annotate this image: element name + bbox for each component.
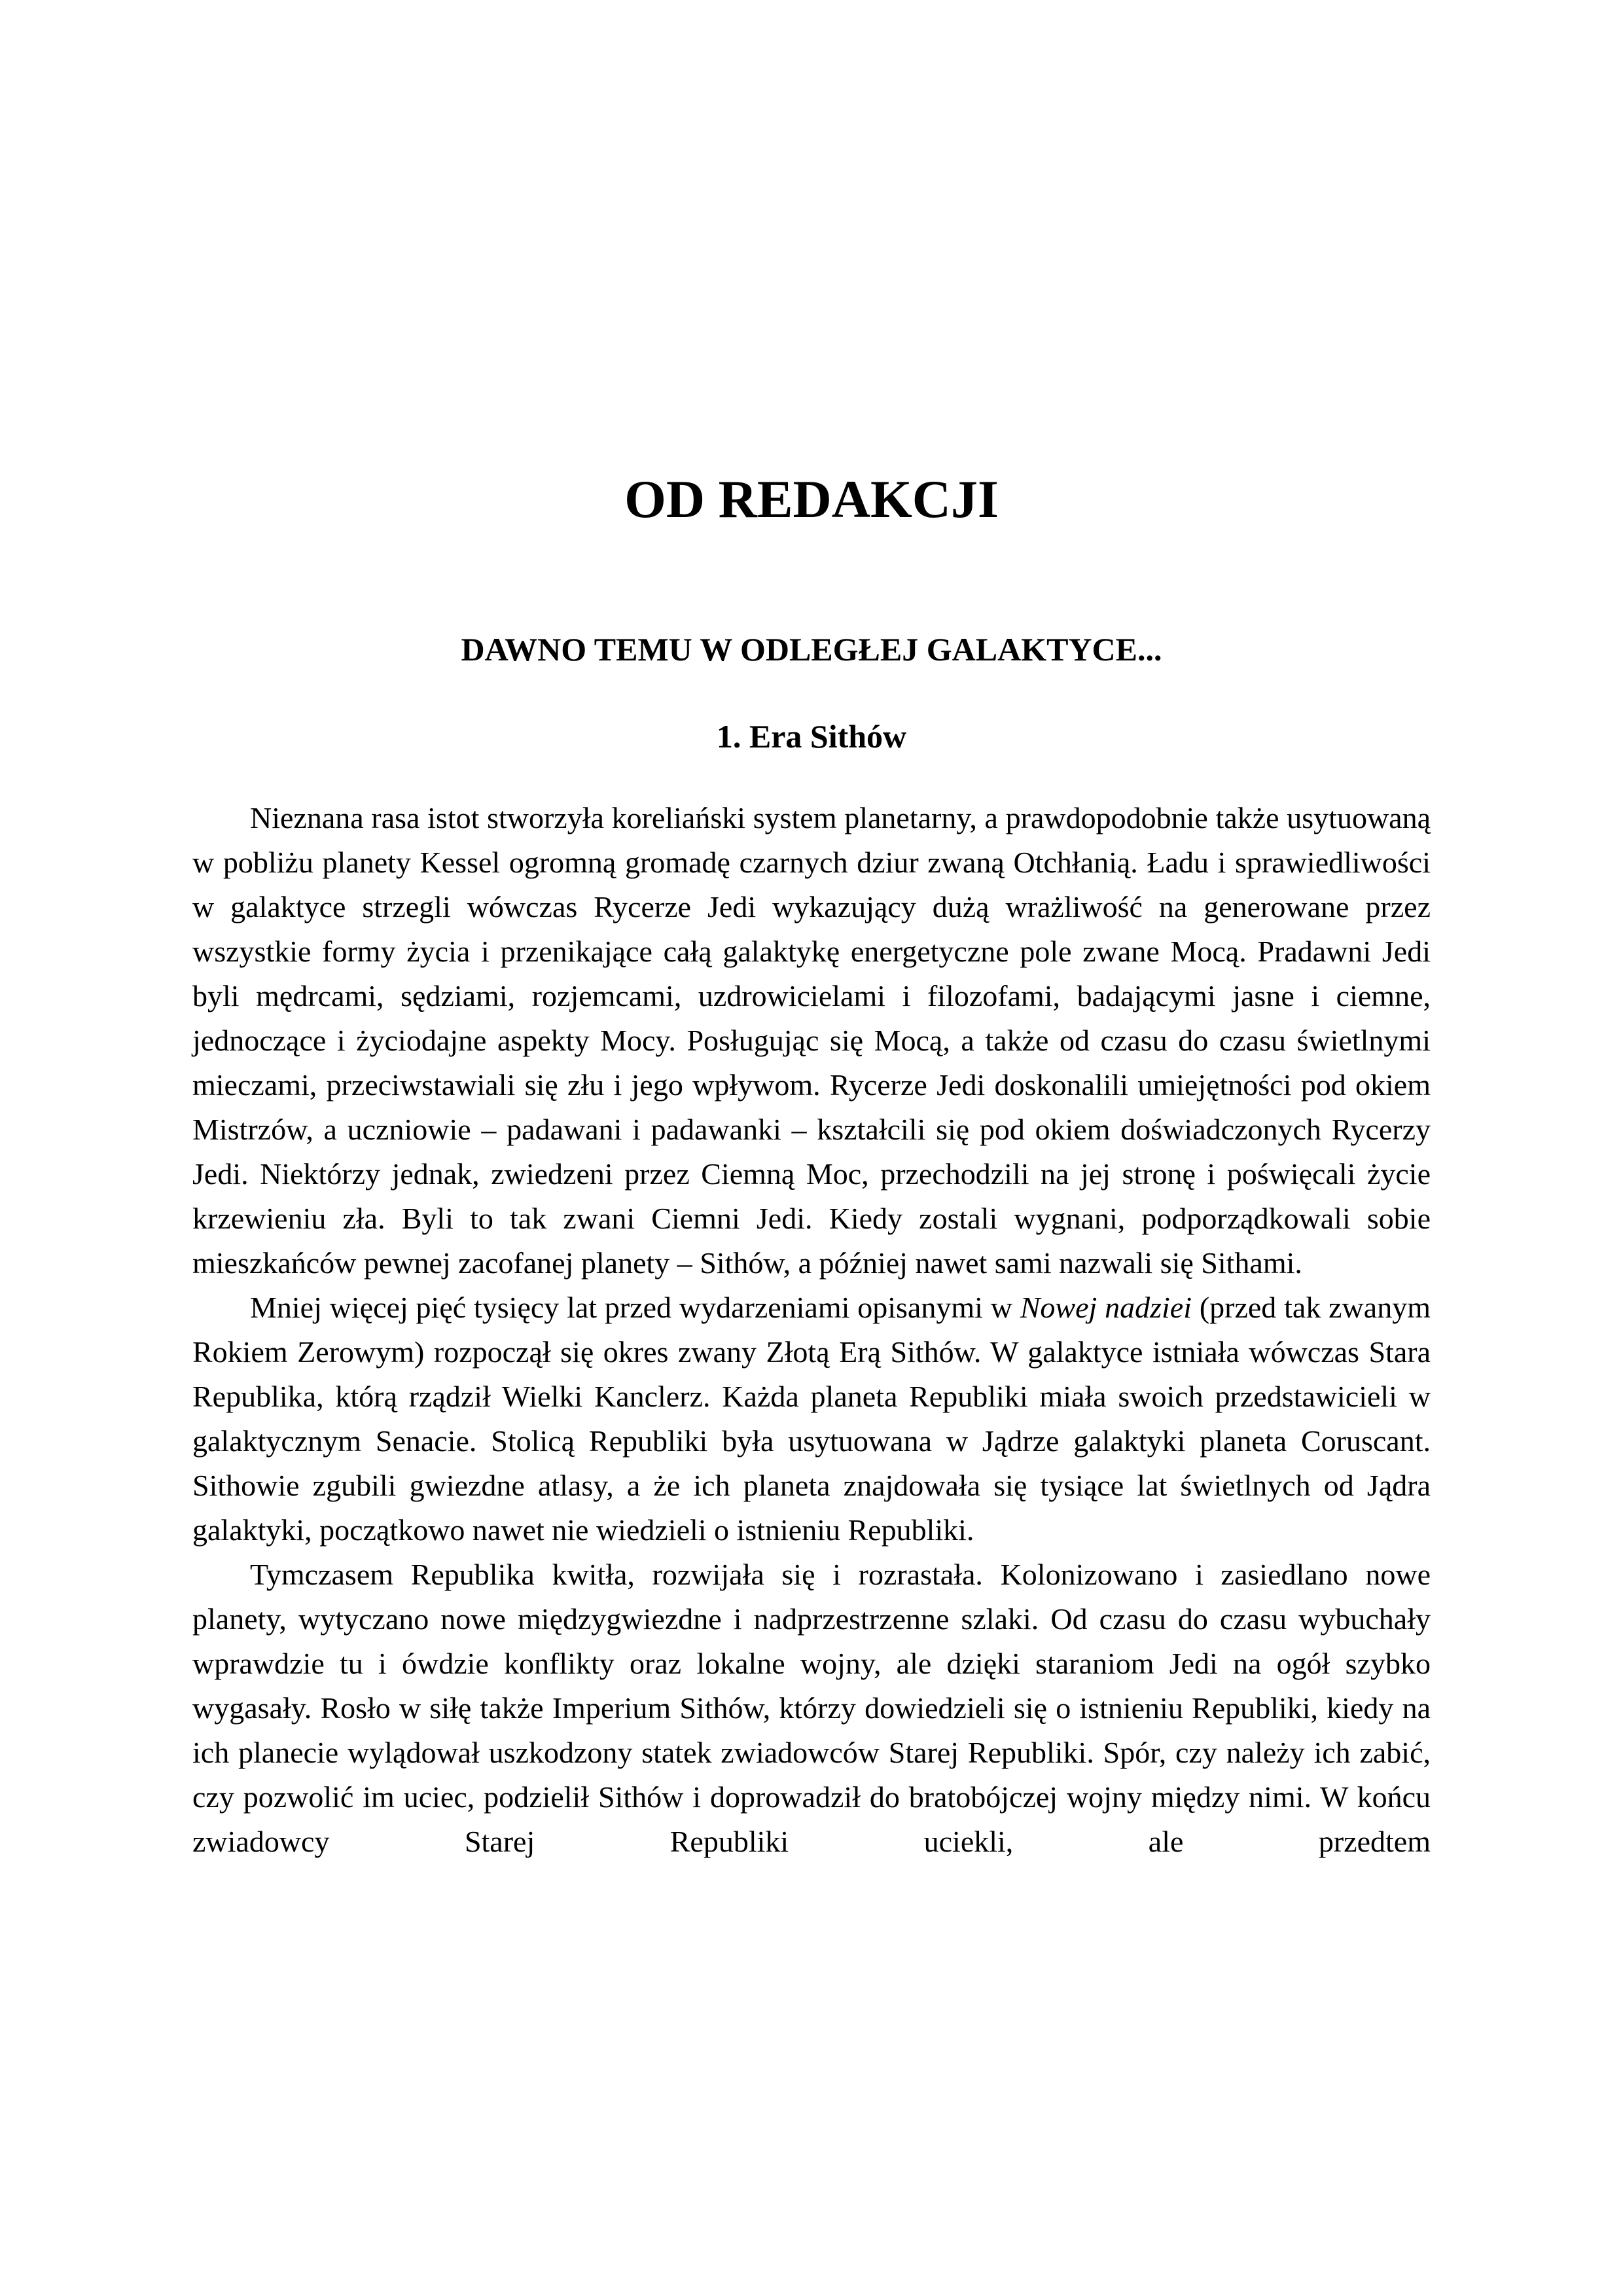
paragraph-2-text-before: Mniej więcej pięć tysięcy lat przed wydarzeniami opisanymi w	[250, 1291, 1020, 1324]
subsection-title: 1. Era Sithów	[716, 718, 907, 755]
paragraph-2	[192, 1285, 1431, 1552]
section-title: DAWNO TEMU W ODLEGŁEJ GALAKTYCE...	[461, 631, 1162, 668]
body-text	[192, 796, 1431, 1864]
paragraph-2-text-after: (przed tak zwanym Rokiem Zerowym) rozpoczął się okres zwany Złotą Erą Sithów. W galaktyce istniała wówczas Stara Republika, którą rządził Wielki Kanclerz. Każda planeta Republiki miała swoich przedstawicieli w galaktycznym Senacie. Stolicą Republiki była usytuowana w Jądrze galaktyki planeta Coruscant. Sithowie zgubili gwiezdne atlasy, a że ich planeta znajdowała się tysiące lat świetlnych od Jądra galaktyki, początkowo nawet nie wiedzieli o istnieniu Republiki.	[192, 1291, 1431, 1547]
book-title-italic: Nowej nadziei	[1020, 1291, 1192, 1324]
paragraph-1: Nieznana rasa istot stworzyła koreliański system planetarny, a prawdopodobnie także usytuowaną w pobliżu planety Kessel ogromną gromadę czarnych dziur zwaną Otchłanią. Ładu i sprawiedliwości w galaktyce strzegli wówczas Rycerze Jedi wykazujący dużą wrażliwość na generowane przez wszystkie formy życia i przenikające całą galaktykę energetyczne pole zwane Mocą. Pradawni Jedi byli mędrcami, sędziami, rozjemcami, uzdrowicielami i filozofami, badającymi jasne i ciemne, jednoczące i życiodajne aspekty Mocy. Posługując się Mocą, a także od czasu do czasu świetlnymi mieczami, przeciwstawiali się złu i jego wpływom. Rycerze Jedi doskonalili umiejętności pod okiem Mistrzów, a uczniowie – padawani i padawanki – kształcili się pod okiem doświadczonych Rycerzy Jedi. Niektórzy jednak, zwiedzeni przez Ciemną Moc, przechodzili na jej stronę i poświęcali życie krzewieniu zła. Byli to tak zwani Ciemni Jedi. Kiedy zostali wygnani, podporządkowali sobie mieszkańców pewnej zacofanej planety – Sithów, a później nawet sami nazwali się Sithami.	[192, 801, 1431, 1280]
paragraph-3: Tymczasem Republika kwitła, rozwijała się i rozrastała. Kolonizowano i zasiedlano nowe planety, wytyczano nowe międzygwiezdne i nadprzestrzenne szlaki. Od czasu do czasu wybuchały wprawdzie tu i ówdzie konflikty oraz lokalne wojny, ale dzięki staraniom Jedi na ogół szybko wygasały. Rosło w siłę także Imperium Sithów, którzy dowiedzieli się o istnieniu Republiki, kiedy na ich planecie wylądował uszkodzony statek zwiadowców Starej Republiki. Spór, czy należy ich zabić, czy pozwolić im uciec, podzielił Sithów i doprowadził do bratobójczej wojny między nimi. W końcu zwiadowcy Starej Republiki uciekli, ale przedtem	[192, 1558, 1431, 1858]
chapter-title: OD REDAKCJI	[624, 469, 999, 529]
